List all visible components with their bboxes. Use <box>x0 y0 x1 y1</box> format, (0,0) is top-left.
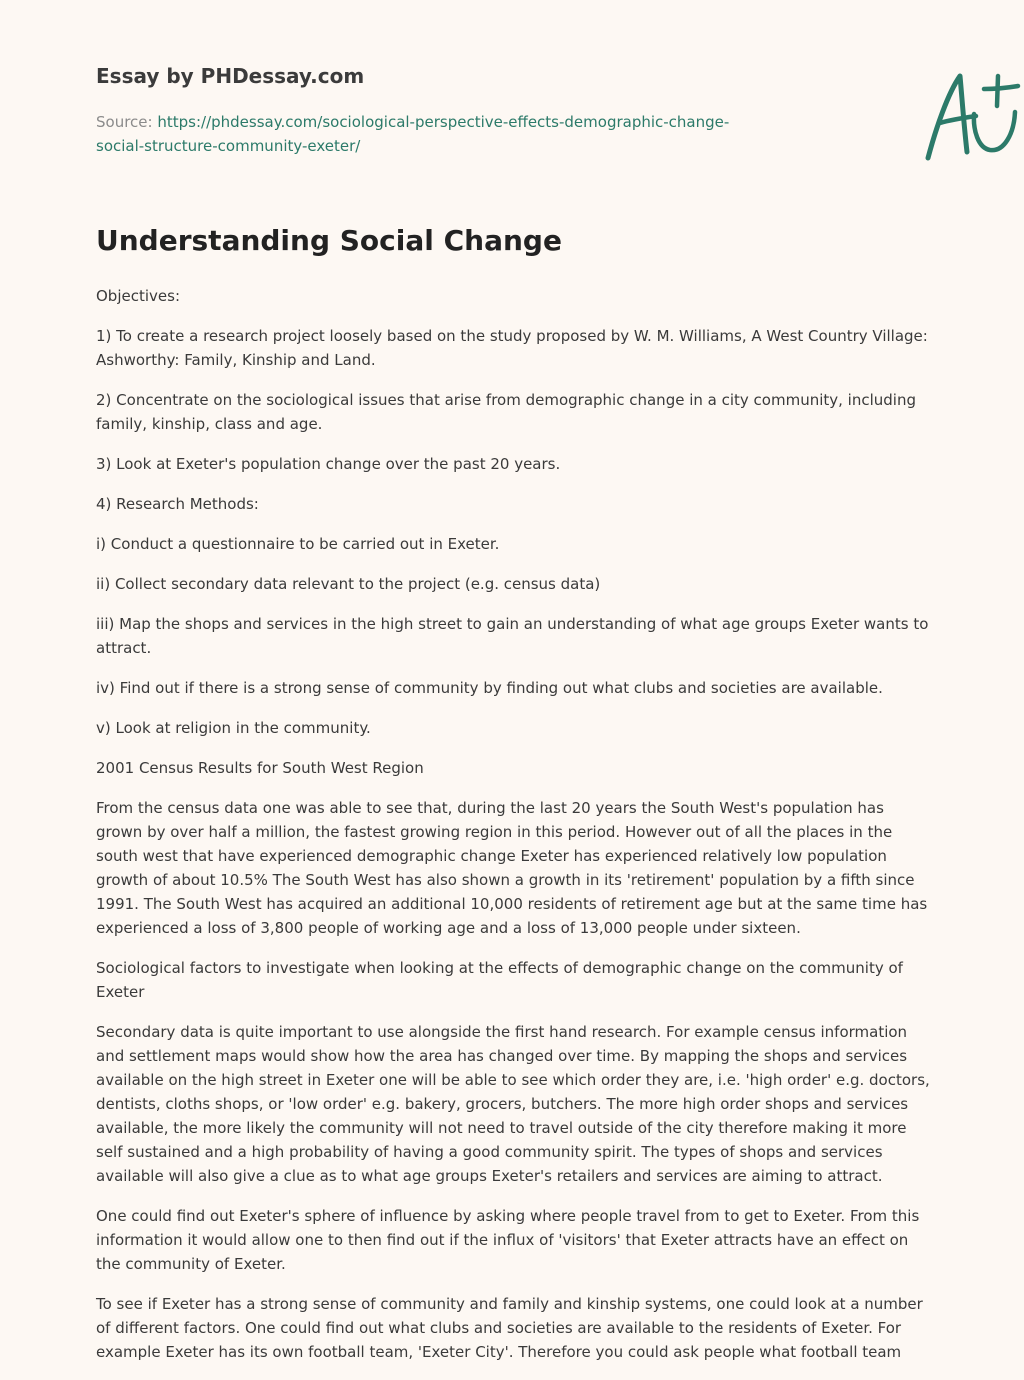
paragraph: From the census data one was able to see that, during the last 20 years the South West's population has grown by over half a million, the fastest growing region in this period. However out of all the places in the south west that have experienced demographic change Exeter has experienced relatively low population growth of about 10.5% The South West has also shown a growth in its 'retirement' population by a fifth since 1991. The South West has acquired an additional 10,000 residents of retirement age but at the same time has experienced a loss of 3,800 people of working age and a loss of 13,000 people under sixteen. <box>96 799 928 937</box>
source-link[interactable]: https://phdessay.com/sociological-perspective-effects-demographic-change-social-structure-community-exeter/ <box>96 113 730 155</box>
paragraph: Sociological factors to investigate when looking at the effects of demographic change on the community of Exeter <box>96 959 903 1001</box>
paragraph: v) Look at religion in the community. <box>96 719 371 737</box>
paragraph: iii) Map the shops and services in the high street to gain an understanding of what age groups Exeter wants to attract. <box>96 615 929 657</box>
paragraph: 2) Concentrate on the sociological issues that arise from demographic change in a city community, including family, kinship, class and age. <box>96 391 916 433</box>
paragraph: i) Conduct a questionnaire to be carried out in Exeter. <box>96 535 500 553</box>
source-label: Source: <box>96 113 153 131</box>
a-plus-grade-icon <box>918 68 1024 164</box>
paragraph: iv) Find out if there is a strong sense of community by finding out what clubs and societies are available. <box>96 679 883 697</box>
paragraph: To see if Exeter has a strong sense of community and family and kinship systems, one could look at a number of different factors. One could find out what clubs and societies are available to the residents of Exeter. For example Exeter has its own football team, 'Exeter City'. Therefore you could ask people what football team <box>96 1295 923 1361</box>
paragraph: One could find out Exeter's sphere of influence by asking where people travel from to get to Exeter. From this information it would allow one to then find out if the influx of 'visitors' that Exeter attracts have an effect on the community of Exeter. <box>96 1207 920 1273</box>
paragraph: 4) Research Methods: <box>96 495 259 513</box>
paragraph: ii) Collect secondary data relevant to the project (e.g. census data) <box>96 575 601 593</box>
site-title: Essay by PHDessay.com <box>96 64 365 88</box>
paragraph: 2001 Census Results for South West Region <box>96 759 424 777</box>
document-title: Understanding Social Change <box>96 224 562 257</box>
paragraph: 1) To create a research project loosely based on the study proposed by W. M. Williams, A West Country Village: Ashworthy: Family, Kinship and Land. <box>96 327 928 369</box>
paragraph: Secondary data is quite important to use alongside the first hand research. For example census information and settlement maps would show how the area has changed over time. By mapping the shops and services available on the high street in Exeter one will be able to see which order they are, i.e. 'high order' e.g. doctors, dentists, cloths shops, or 'low order' e.g. bakery, grocers, butchers. The more high order shops and services available, the more likely the community will not need to travel outside of the city therefore making it more self sustained and a high probability of having a good community spirit. The types of shops and services available will also give a clue as to what age groups Exeter's retailers and services are aiming to attract. <box>96 1023 930 1185</box>
document-body <box>96 284 932 1380</box>
source-line <box>96 110 756 158</box>
paragraph: 3) Look at Exeter's population change over the past 20 years. <box>96 455 561 473</box>
paragraph: Objectives: <box>96 287 180 305</box>
